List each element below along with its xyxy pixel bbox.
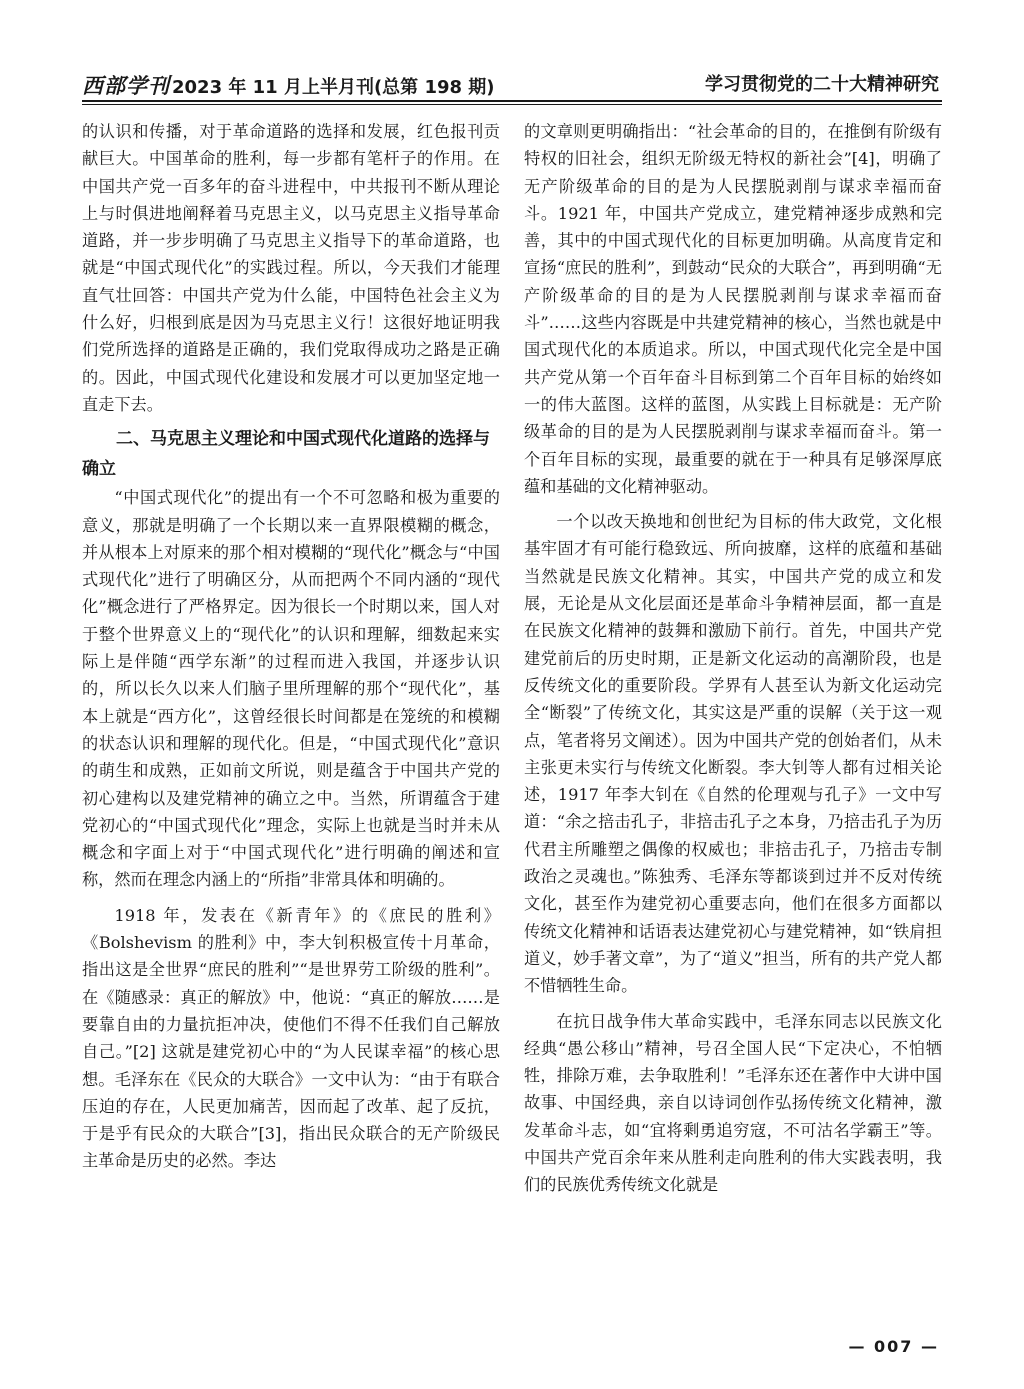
paragraph: 的认识和传播，对于革命道路的选择和发展，红色报刊贡献巨大。中国革命的胜利，每一步都有笔杆子的作用。在中国共产党一百多年的奋斗进程中，中共报刊不断从理论上与时俱进地阐释着马克思主义，以马克思主义指导革命道路，并一步步明确了马克思主义指导下的革命道路，也就是“中国式现代化”的实践过程。所以，今天我们才能理直气壮回答：中国共产党为什么能，中国特色社会主义为什么好，归根到底是因为马克思主义行！这很好地证明我们党所选择的道路是正确的，我们党取得成功之路是正确的。因此，中国式现代化建设和发展才可以更加坚定地一直走下去。 (82, 122, 500, 414)
page-number: — 007 — (848, 1337, 939, 1356)
issue-info: 2023 年 11 月上半月刊(总第 198 期) (172, 77, 495, 98)
paragraph: 1918 年，发表在《新青年》的《庶民的胜利》《Bolshevism 的胜利》中，李大钊积极宣传十月革命，指出这是全世界“庶民的胜利”“是世界劳工阶级的胜利”。在《随感录：真正的解放》中，他说：“真正的解放……是要靠自由的力量抗拒冲决，使他们不得不任我们自己解放自己。”[2] 这就是建党初心中的“为人民谋幸福”的核心思想。毛泽东在《民众的大联合》一文中认为：“由于有联合压迫的存在，人民更加痛苦，因而起了改革、起了反抗，于是乎有民众的大联合”[3]，指出民众联合的无产阶级民主革命是历史的必然。李达 (82, 905, 500, 1171)
section-title: 学习贯彻党的二十大精神研究 (705, 74, 939, 95)
paragraph: 的文章则更明确指出：“社会革命的目的，在推倒有阶级有特权的旧社会，组织无阶级无特权的新社会”[4]，明确了无产阶级革命的目的是为人民摆脱剥削与谋求幸福而奋斗。1921 年，中国共产党成立，建党精神逐步成熟和完善，其中的中国式现代化的目标更加明确。从高度肯定和宣扬“庶民的胜利”，到鼓动“民众的大联合”，再到明确“无产阶级革命的目的是为人民摆脱剥削与谋求幸福而奋斗”……这些内容既是中共建党精神的核心，当然也就是中国式现代化的本质追求。所以，中国式现代化完全是中国共产党从第一个百年奋斗目标到第二个百年目标的始终如一的伟大蓝图。这样的蓝图，从实践上目标就是：无产阶级革命的目的是为人民摆脱剥削与谋求幸福而奋斗。第一个百年目标的实现，最重要的就在于一种具有足够深厚底蕴和基础的文化精神驱动。 (524, 122, 942, 496)
left-column (82, 118, 500, 1175)
paragraph: 在抗日战争伟大革命实践中，毛泽东同志以民族文化经典“愚公移山”精神，号召全国人民“下定决心，不怕牺牲，排除万难，去争取胜利！”毛泽东还在著作中大讲中国故事、中国经典，亲自以诗词创作弘扬传统文化精神，激发革命斗志，如“宜将剩勇追穷寇，不可沽名学霸王”等。中国共产党百余年来从胜利走向胜利的伟大实践表明，我们的民族优秀传统文化就是 (524, 1011, 942, 1195)
paragraph: 一个以改天换地和创世纪为目标的伟大政党，文化根基牢固才有可能行稳致远、所向披靡，这样的底蕴和基础当然就是民族文化精神。其实，中国共产党的成立和发展，无论是从文化层面还是革命斗争精神层面，都一直是在民族文化精神的鼓舞和激励下前行。首先，中国共产党建党前后的历史时期，正是新文化运动的高潮阶段，也是反传统文化的重要阶段。学界有人甚至认为新文化运动完全“断裂”了传统文化，其实这是严重的误解（关于这一观点，笔者将另文阐述）。因为中国共产党的创始者们，从未主张更未实行与传统文化断裂。李大钊等人都有过相关论述，1917 年李大钊在《自然的伦理观与孔子》一文中写道：“余之掊击孔子，非掊击孔子之本身，乃掊击孔子为历代君主所雕塑之偶像的权威也；非掊击孔子，乃掊击专制政治之灵魂也。”陈独秀、毛泽东等都谈到过并不反对传统文化，甚至作为建党初心重要志向，他们在很多方面都以传统文化精神和话语表达建党初心与建党精神，如“铁肩担道义，妙手著文章”，为了“道义”担当，所有的共产党人都不惜牺牲生命。 (524, 512, 942, 996)
header-rule-thick (82, 100, 942, 102)
header-rule-thin (82, 104, 942, 105)
journal-logo: 西部学刊 (82, 73, 170, 98)
running-header-left (82, 70, 495, 104)
right-column (524, 118, 942, 1199)
section-heading: 二、马克思主义理论和中国式现代化道路的选择与确立 (82, 429, 490, 480)
paragraph: “中国式现代化”的提出有一个不可忽略和极为重要的意义，那就是明确了一个长期以来一直界限模糊的概念，并从根本上对原来的那个相对模糊的“现代化”概念与“中国式现代化”进行了明确区分，从而把两个不同内涵的“现代化”概念进行了严格界定。因为很长一个时期以来，国人对于整个世界意义上的“现代化”的认识和理解，细数起来实际上是伴随“西学东渐”的过程而进入我国，并逐步认识的，所以长久以来人们脑子里所理解的那个“现代化”，基本上就是“西方化”，这曾经很长时间都是在笼统的和模糊的状态认识和理解的现代化。但是，“中国式现代化”意识的萌生和成熟，正如前文所说，则是蕴含于中国共产党的初心建构以及建党精神的确立之中。当然，所谓蕴含于建党初心的“中国式现代化”理念，实际上也就是当时并未从概念和字面上对于“中国式现代化”进行明确的阐述和宣称，然而在理念内涵上的“所指”非常具体和明确的。 (82, 488, 500, 890)
